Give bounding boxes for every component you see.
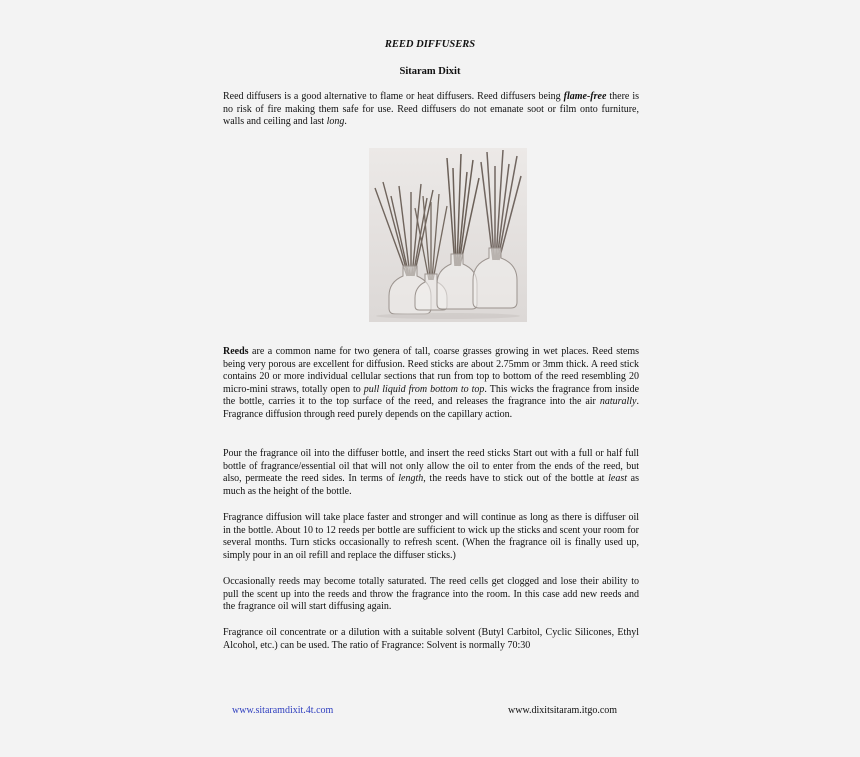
pour-text-2: , the reeds have to stick out of the bottle at [423, 473, 609, 485]
document-title: REED DIFFUSERS [384, 39, 476, 50]
pour-emphasis-length: length [398, 473, 424, 485]
pour-text-3: as much as the height of the bottle. [223, 473, 639, 497]
reeds-text-2: . This wicks the fragrance from inside the bottle, carries it to the top surface of the reed, and releases the fragrance into the air [223, 383, 640, 408]
reed-diffuser-photo [369, 148, 527, 322]
reeds-emphasis-pull: pull liquid from bottom to top [363, 383, 485, 395]
diffusion-paragraph: Fragrance diffusion will take place faster and stronger and will continue as long as there is diffuser oil in the bottle. About 10 to 12 reeds per bottle are sufficient to wick up the sticks and scent your room for several months. Turn sticks occasionally to refresh scent. (When the fragrance oil is finally used up, simply pour in an oil refill and replace the diffuser sticks.) [223, 512, 639, 561]
pour-text-1: Pour the fragrance oil into the diffuser bottle, and insert the reed sticks Start out with a full or half full bottle of fragrance/essential oil that will not only allow the oil to enter from the ends of the reed, but also, permeate the reed sides. In terms of [223, 448, 639, 485]
intro-text-2: there is no risk of fire making them safe for use. Reed diffusers do not emanate soot or film onto furniture, walls and ceiling and last [223, 91, 639, 128]
footer-website-text: www.dixitsitaram.itgo.com [508, 705, 618, 716]
document-author: Sitaram Dixit [399, 66, 461, 77]
intro-emphasis-flame-free: flame-free [563, 91, 607, 102]
reeds-term: Reeds [223, 346, 249, 357]
footer-website-link[interactable]: www.sitaramdixit.4t.com [232, 705, 334, 716]
intro-text-3: . [344, 116, 347, 128]
intro-text-1: Reed diffusers is a good alternative to flame or heat diffusers. Reed diffusers being [223, 91, 564, 102]
reeds-text-1: are a common name for two genera of tall, coarse grasses growing in wet places. Reed stems being very porous are excellent for diffusion. Reed sticks are about 2.75mm or 3mm thick. A reed stick contains 20 or more individual cellular sections that run from top to bottom of the reed resembling 20 micro-mini straws, totally open to [223, 346, 639, 395]
reeds-emphasis-naturally: naturally [599, 396, 637, 408]
saturated-paragraph: Occasionally reeds may become totally saturated. The reed cells get clogged and lose their ability to pull the scent up into the reeds and throw the fragrance into the room. In this case add new reeds and the fragrance oil will start diffusing again. [223, 576, 639, 613]
intro-paragraph [223, 91, 639, 129]
reeds-paragraph [223, 346, 639, 422]
intro-emphasis-long: long [326, 116, 345, 128]
reeds-text-3: . Fragrance diffusion through reed purely depends on the capillary action. [223, 396, 639, 420]
pour-emphasis-least: least [608, 473, 627, 485]
pour-paragraph [223, 448, 639, 498]
oil-paragraph: Fragrance oil concentrate or a dilution with a suitable solvent (Butyl Carbitol, Cyclic Silicones, Ethyl Alcohol, etc.) can be used. The ratio of Fragrance: Solvent is normally 70:30 [223, 627, 639, 651]
